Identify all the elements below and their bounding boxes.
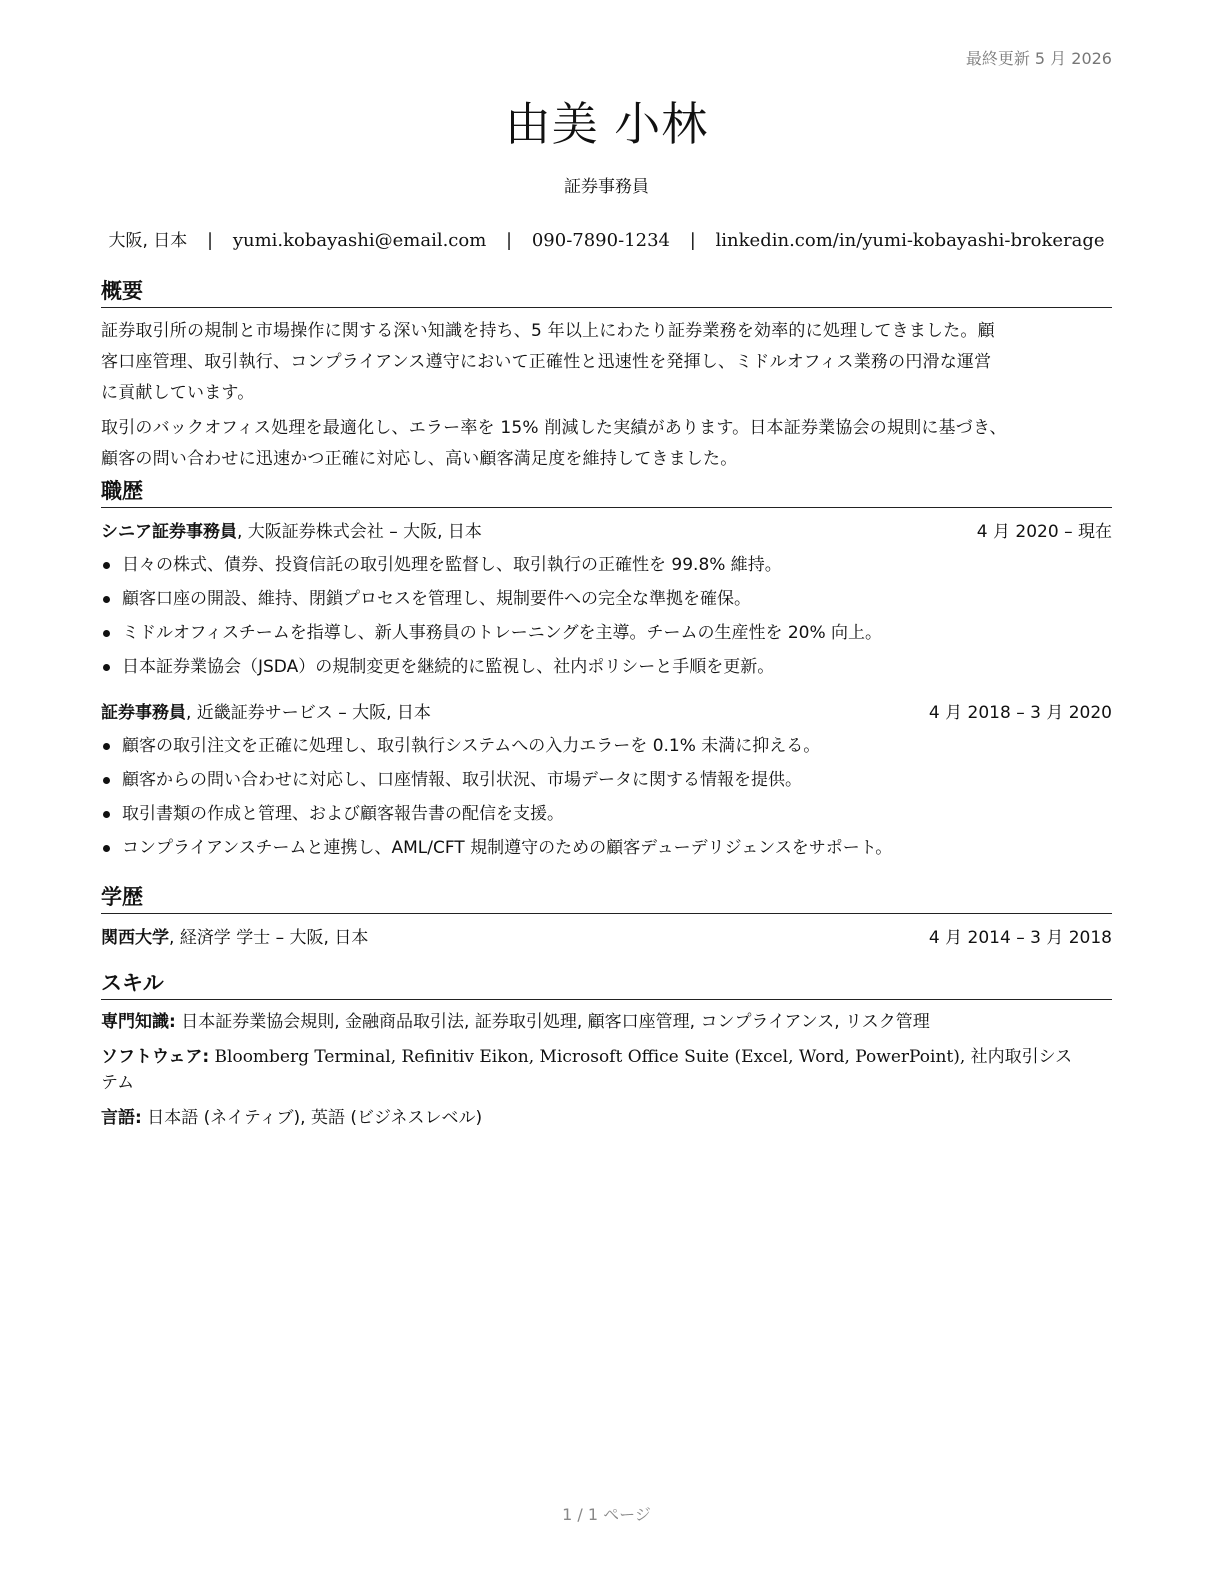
contact-linkedin-link[interactable]: linkedin.com/in/yumi-kobayashi-brokerage	[715, 230, 1105, 251]
contact-separator: |	[506, 230, 513, 251]
skill-label: ソフトウェア:	[101, 1047, 210, 1067]
contact-separator: |	[207, 230, 214, 251]
candidate-name: 由美 小林	[504, 97, 709, 151]
education-dates: 4 月 2014 – 3 月 2018	[928, 928, 1112, 948]
skill-row-languages	[101, 1105, 1112, 1131]
education-detail: , 経済学 学士 – 大阪, 日本	[169, 928, 369, 948]
job-dates: 4 月 2020 – 現在	[976, 522, 1112, 542]
summary-line: 証券取引所の規制と市場操作に関する深い知識を持ち、5 年以上にわたり証券業務を効率的に処理してきました。顧	[101, 321, 995, 341]
contact-line	[101, 226, 1112, 251]
education-school-degree	[101, 924, 368, 952]
section-heading-education: 学歴	[101, 882, 1112, 914]
job-org: , 近畿証券サービス – 大阪, 日本	[186, 703, 431, 723]
skill-row-software	[101, 1044, 1112, 1096]
job-role-org	[101, 518, 482, 546]
job-role: シニア証券事務員	[101, 522, 237, 542]
job-bullet: コンプライアンスチームと連携し、AML/CFT 規制遵守のための顧客デューデリジェンスをサポート。	[101, 831, 1112, 865]
skill-values-continued: テム	[101, 1073, 135, 1093]
section-heading-summary: 概要	[101, 276, 1112, 308]
skills-section	[101, 968, 1112, 1140]
job-role-org	[101, 699, 431, 727]
job-bullet: ミドルオフィスチームを指導し、新人事務員のトレーニングを主導。チームの生産性を 20% 向上。	[101, 616, 1112, 650]
job-role: 証券事務員	[101, 703, 186, 723]
job-title: 証券事務員	[564, 177, 649, 197]
last-updated-date: 最終更新 5 月 2026	[965, 49, 1112, 68]
skill-values: Bloomberg Terminal, Refinitiv Eikon, Microsoft Office Suite (Excel, Word, PowerPoint), 社内取引シス	[214, 1047, 1073, 1067]
job-entry	[101, 699, 1112, 865]
summary-line: 客口座管理、取引執行、コンプライアンス遵守において正確性と迅速性を発揮し、ミドルオフィス業務の円滑な運営	[101, 352, 992, 372]
contact-location: 大阪, 日本	[108, 231, 188, 251]
summary-line: 顧客の問い合わせに迅速かつ正確に対応し、高い顧客満足度を維持してきました。	[101, 449, 738, 469]
summary-paragraph	[101, 413, 1112, 475]
summary-line: 取引のバックオフィス処理を最適化し、エラー率を 15% 削減した実績があります。日本証券業協会の規則に基づき、	[101, 418, 1007, 438]
summary-paragraph	[101, 316, 1112, 409]
contact-email-link[interactable]: yumi.kobayashi@email.com	[232, 230, 487, 251]
contact-separator: |	[689, 230, 696, 251]
job-bullet: 日々の株式、債券、投資信託の取引処理を監督し、取引執行の正確性を 99.8% 維持。	[101, 548, 1112, 582]
job-header	[101, 518, 1112, 546]
job-bullet: 日本証券業協会（JSDA）の規制変更を継続的に監視し、社内ポリシーと手順を更新。	[101, 650, 1112, 684]
job-dates: 4 月 2018 – 3 月 2020	[928, 703, 1112, 723]
education-section	[101, 882, 1112, 952]
page-indicator: 1 / 1 ページ	[562, 1505, 651, 1524]
contact-phone[interactable]: 090-7890-1234	[531, 230, 670, 251]
job-header	[101, 699, 1112, 727]
education-entry	[101, 924, 1112, 952]
resume-page	[101, 0, 1112, 1584]
job-bullet: 顧客の取引注文を正確に処理し、取引執行システムへの入力エラーを 0.1% 未満に抑える。	[101, 729, 1112, 763]
job-bullet: 顧客口座の開設、維持、閉鎖プロセスを管理し、規制要件への完全な準拠を確保。	[101, 582, 1112, 616]
skill-row-expertise	[101, 1009, 1112, 1035]
job-entry	[101, 518, 1112, 684]
skill-label: 言語:	[101, 1108, 142, 1128]
section-heading-skills: スキル	[101, 968, 1112, 1000]
summary-section	[101, 276, 1112, 479]
job-bullet: 取引書類の作成と管理、および顧客報告書の配信を支援。	[101, 797, 1112, 831]
skill-values: 日本証券業協会規則, 金融商品取引法, 証券取引処理, 顧客口座管理, コンプライアンス, リスク管理	[181, 1012, 930, 1032]
experience-section	[101, 476, 1112, 865]
education-school: 関西大学	[101, 928, 169, 948]
skill-values: 日本語 (ネイティブ), 英語 (ビジネスレベル)	[147, 1108, 483, 1128]
job-bullets	[101, 729, 1112, 865]
skill-label: 専門知識:	[101, 1012, 176, 1032]
job-bullets	[101, 548, 1112, 684]
section-heading-experience: 職歴	[101, 476, 1112, 508]
job-bullet: 顧客からの問い合わせに対応し、口座情報、取引状況、市場データに関する情報を提供。	[101, 763, 1112, 797]
job-org: , 大阪証券株式会社 – 大阪, 日本	[237, 522, 482, 542]
summary-line: に貢献しています。	[101, 383, 255, 403]
